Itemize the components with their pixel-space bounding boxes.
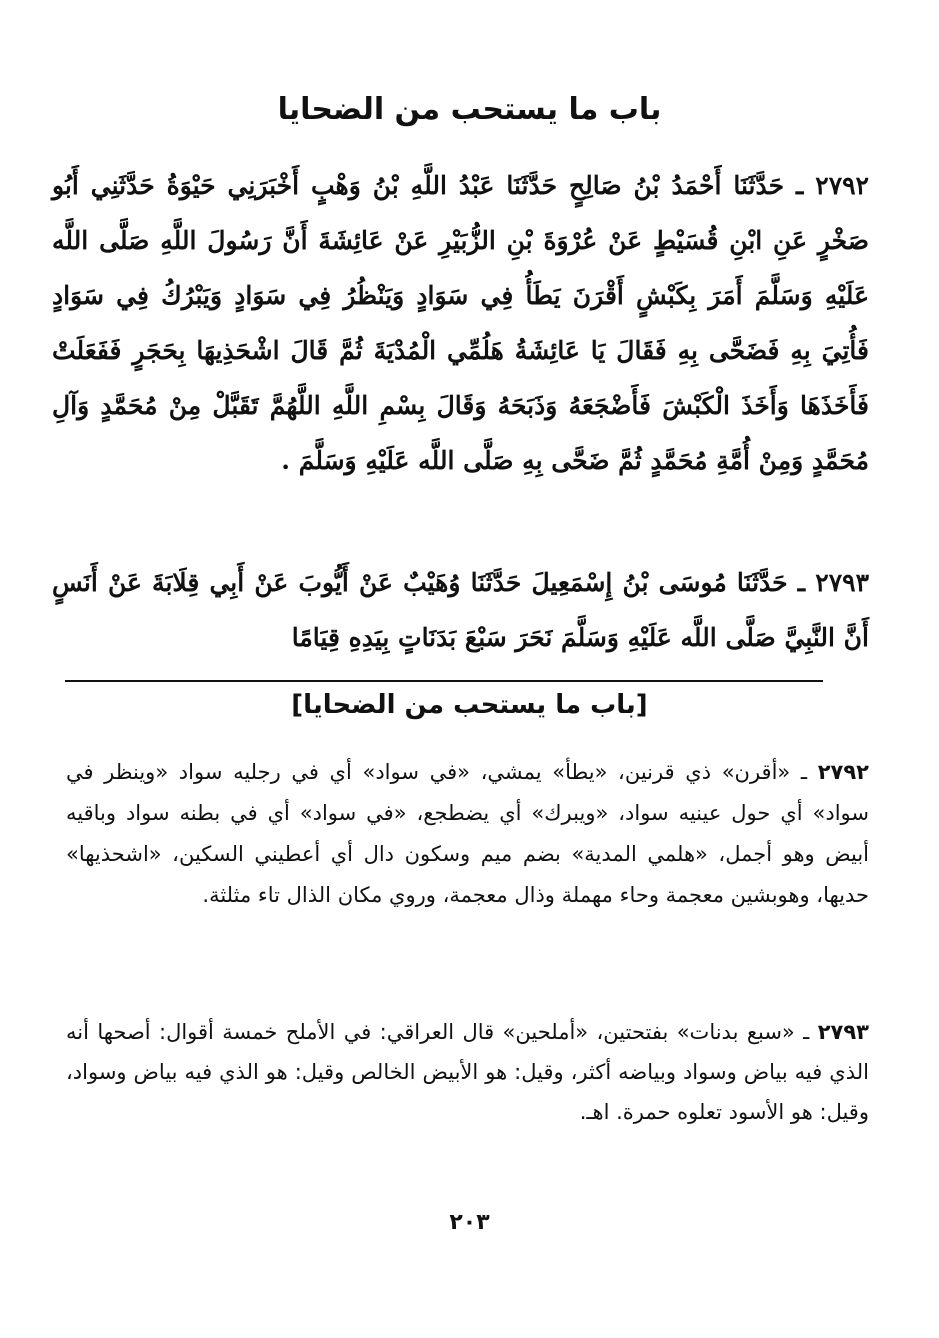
chapter-heading: باب ما يستحب من الضحايا — [277, 92, 662, 127]
hadith-number: ٢٧٩٣ — [815, 568, 869, 597]
note-text: «أقرن» ذي قرنين، «يطأ» يمشي، «في سواد» أي في رجليه سواد «وينظر في سواد» أي حول عينيه سواد، «ويبرك» أي يضطجع، «في سواد» أي في بطنه سواد وباقيه أبيض وهو أجمل، «هلمي المدية» بضم ميم وسكون دال أي أعطيني السكين، «اشحذيها» حديها، وهوبشين معجمة وحاء مهملة وذال معجمة، وروي مكان الذال تاء مثلثة. — [66, 760, 869, 907]
hadith-text: حَدَّثَنَا أَحْمَدُ بْنُ صَالِحٍ حَدَّثَنَا عَبْدُ اللَّهِ بْنُ وَهْبٍ أَخْبَرَنِي حَيْوَةُ حَدَّثَنِي أَبُو صَخْرٍ عَنِ ابْنِ قُسَيْطٍ عَنْ عُرْوَةَ بْنِ الزُّبَيْرِ عَنْ عَائِشَةَ أَنَّ رَسُولَ اللَّهِ صَلَّى اللَّه عَلَيْهِ وَسَلَّمَ أَمَرَ بِكَبْشٍ أَقْرَنَ يَطَأُ فِي سَوَادٍ وَيَنْظُرُ فِي سَوَادٍ وَيَبْرُكُ فِي سَوَادٍ فَأُتِيَ بِهِ فَضَحَّى بِهِ فَقَالَ يَا عَائِشَةُ هَلُمِّي الْمُدْيَةَ ثُمَّ قَالَ اشْحَذِيهَا بِحَجَرٍ فَفَعَلَتْ فَأَخَذَهَا وَأَخَذَ الْكَبْشَ فَأَضْجَعَهُ وَذَبَحَهُ وَقَالَ بِسْمِ اللَّهِ اللَّهُمَّ تَقَبَّلْ مِنْ مُحَمَّدٍ وَآلِ مُحَمَّدٍ وَمِنْ أُمَّةِ مُحَمَّدٍ ثُمَّ ضَحَّى بِهِ صَلَّى اللَّه عَلَيْهِ وَسَلَّمَ . — [52, 171, 869, 475]
notes-heading: [باب ما يستحب من الضحايا] — [291, 690, 648, 720]
note-number: ٢٧٩٢ — [817, 760, 869, 784]
hadith-2792 — [52, 158, 869, 488]
hadith-text: حَدَّثَنَا مُوسَى بْنُ إِسْمَعِيلَ حَدَّثَنَا وُهَيْبٌ عَنْ أَيُّوبَ عَنْ أَبِي قِلَابَةَ عَنْ أَنَسٍ أَنَّ النَّبِيَّ صَلَّى اللَّه عَلَيْهِ وَسَلَّمَ نَحَرَ سَبْعَ بَدَنَاتٍ بِيَدِهِ قِيَامًا — [52, 568, 869, 652]
hadith-dash: ـ — [784, 171, 804, 200]
note-2792 — [66, 752, 869, 916]
note-dash: ـ — [794, 1020, 810, 1044]
page-number: ٢٠٣ — [449, 1210, 490, 1235]
note-number: ٢٧٩٣ — [817, 1020, 869, 1044]
hadith-dash: ـ — [787, 568, 806, 597]
hadith-2793 — [52, 555, 869, 665]
note-dash: ـ — [790, 760, 808, 784]
hadith-number: ٢٧٩٢ — [815, 171, 869, 200]
note-text: «سبع بدنات» بفتحتين، «أملحين» قال العراقي: في الأملح خمسة أقوال: أصحها أنه الذي فيه بياض وسواد وبياضه أكثر، وقيل: هو الأبيض الخالص وقيل: هو الذي فيه بياض وسواد، وقيل: هو الأسود تعلوه حمرة. اهـ. — [66, 1020, 869, 1124]
footnote-divider — [65, 680, 823, 682]
note-2793 — [66, 1012, 869, 1132]
